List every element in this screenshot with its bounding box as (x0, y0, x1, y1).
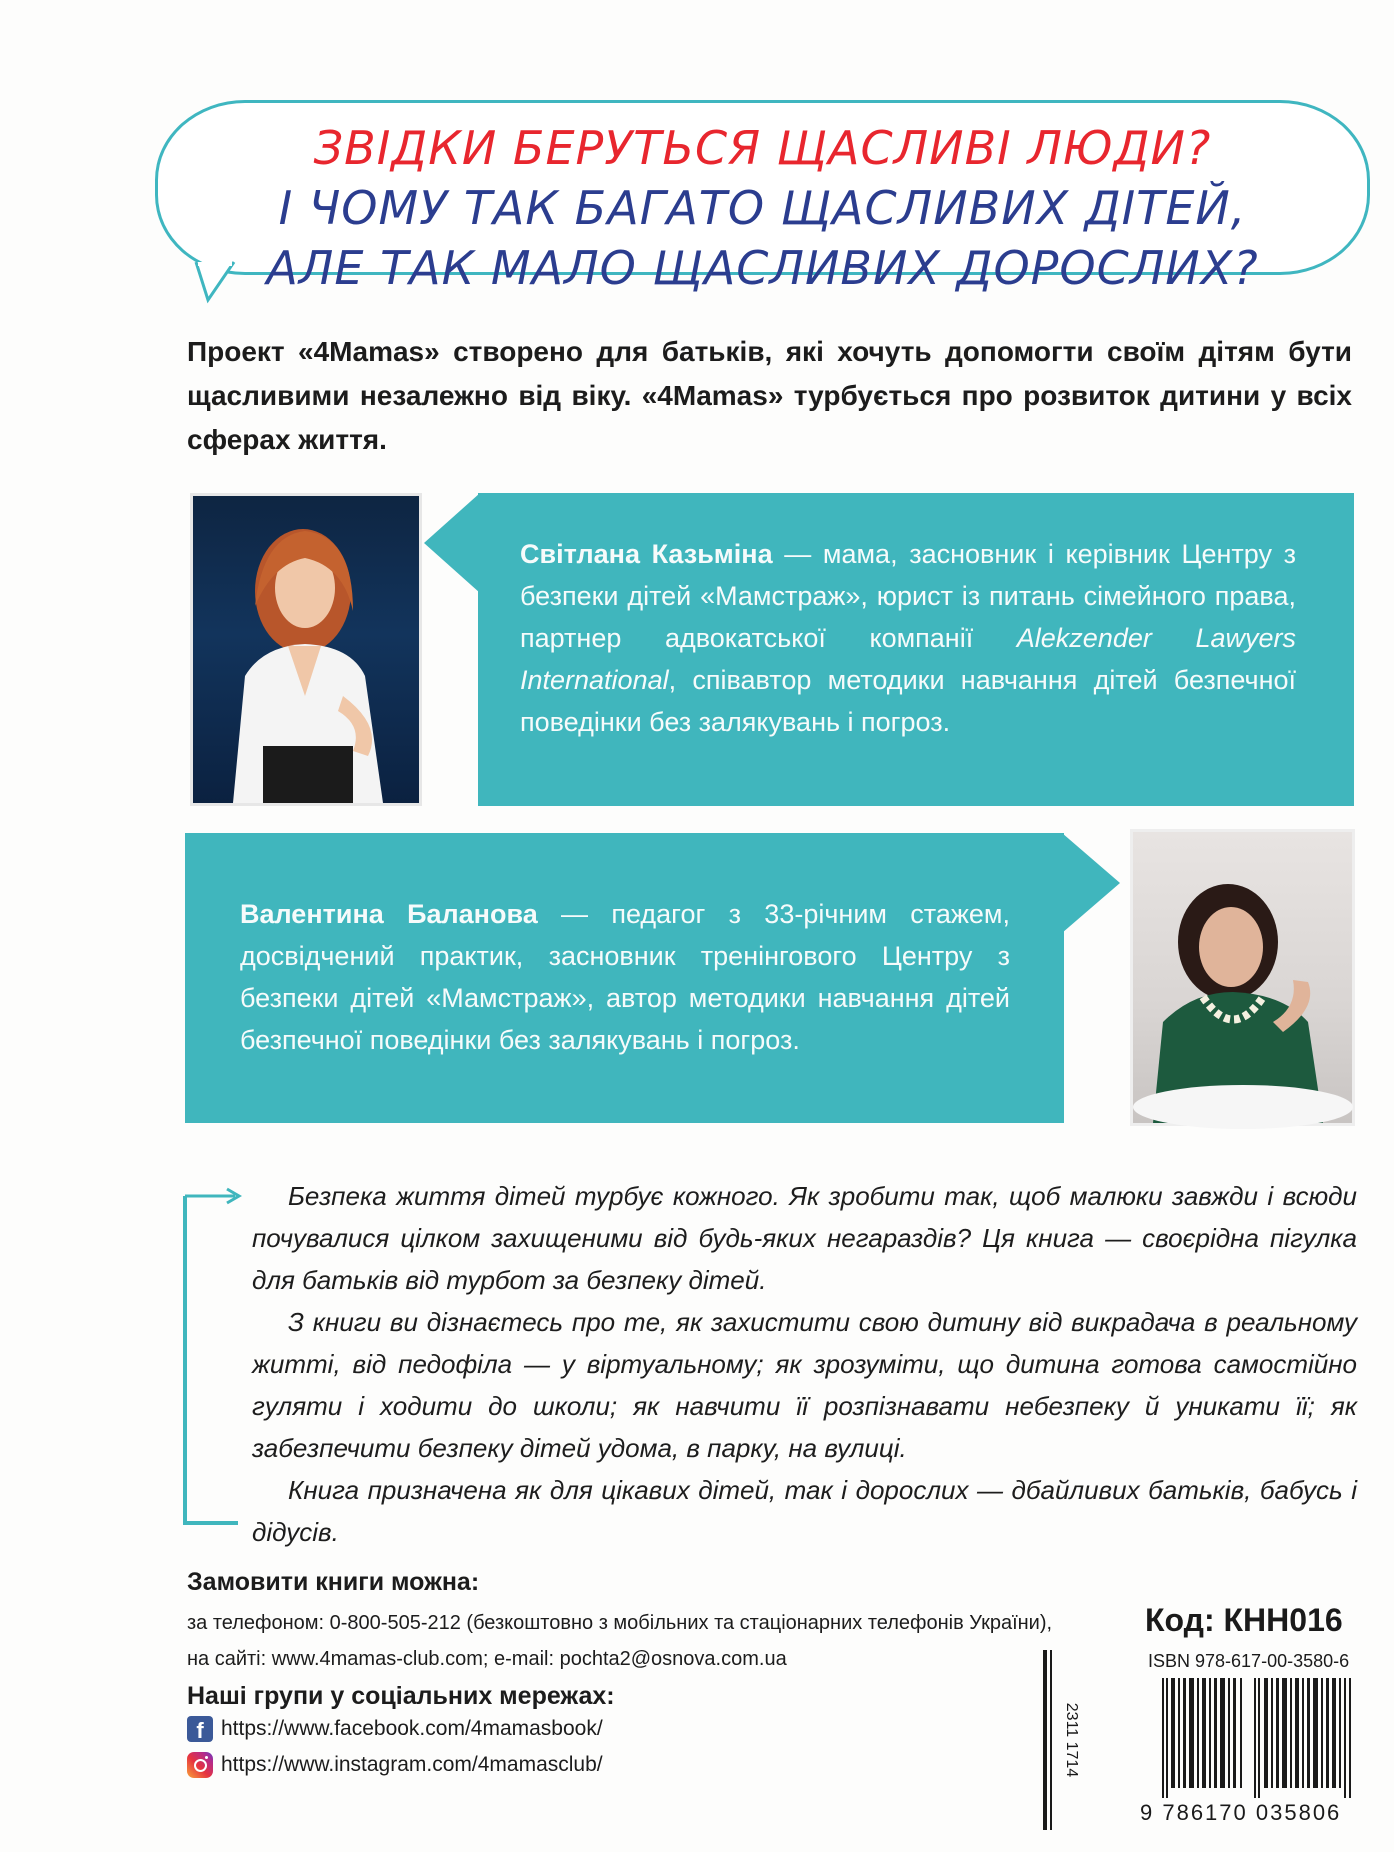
description-paragraph-2: З книги ви дізнаєтесь про те, як захистити свою дитину від викрадача в реальному житті, від педофіла — у віртуальному; як зрозуміти, що дитина готова самостійно гуляти і ходити до школи; як навчити її розпізнавати небезпеку й уникати її; як забезпечити безпеку дітей удома, в парку, на вулиці. (252, 1307, 1357, 1463)
headline-line-1: ЗВІДКИ БЕРУТЬСЯ ЩАСЛИВІ ЛЮДИ? (313, 121, 1212, 175)
order-web: на сайті: www.4mamas-club.com; e-mail: pochta2@osnova.com.ua (187, 1648, 787, 1670)
description-paragraph-1: Безпека життя дітей турбує кожного. Як зробити так, щоб малюки завжди і всюди почувалися цілком захищеними від будь-яких негараздів? Ця книга — своєрідна пігулка для батьків від турбот за безпеку дітей. (252, 1181, 1357, 1295)
author1-company: Alekzender Lawyers International (520, 623, 1296, 695)
product-code: Код: КНН016 (1145, 1602, 1343, 1638)
side-barcode (1043, 1650, 1080, 1830)
author1-name: Світлана Казьміна (520, 539, 773, 569)
headline-line-2: І ЧОМУ ТАК БАГАТО ЩАСЛИВИХ ДІТЕЙ, (278, 181, 1247, 235)
facebook-icon: f (187, 1716, 213, 1742)
side-digits: 2311 1714 (1063, 1702, 1080, 1778)
headline-line-3: АЛЕ ТАК МАЛО ЩАСЛИВИХ ДОРОСЛИХ? (266, 241, 1259, 295)
author1-photo (190, 493, 422, 806)
author1-portrait-illustration (193, 496, 419, 803)
description (252, 1175, 1357, 1553)
social-facebook-row[interactable] (187, 1716, 603, 1742)
facebook-link[interactable]: https://www.facebook.com/4mamasbook/ (221, 1717, 603, 1740)
author1-bio-text-a: — мама, засновник і керівник Центру з безпеки дітей «Мамстраж», юрист із питань сімейного права, партнер адвокатської компанії (520, 539, 1296, 653)
author1-bio-text-b: , співавтор методики навчання дітей безпечної поведінки без залякувань і погроз. (520, 665, 1296, 737)
author2-portrait-illustration (1133, 832, 1352, 1123)
intro-paragraph: Проект «4Mamas» створено для батьків, які хочуть допомогти своїм дітям бути щасливими незалежно від віку. «4Mamas» турбується про розвиток дитини у всіх сферах життя. (187, 336, 1352, 455)
headline (170, 118, 1355, 298)
instagram-link[interactable]: https://www.instagram.com/4mamasclub/ (221, 1753, 603, 1776)
order-title: Замовити книги можна: (187, 1568, 480, 1596)
author2-bio-text: — педагог з 33-річним стажем, досвідчений практик, засновник тренінгового Центру з безпеки дітей «Мамстраж», автор методики навчання дітей безпечної поведінки без залякувань і погроз. (240, 899, 1011, 1055)
author2-photo (1130, 829, 1355, 1126)
barcode (1162, 1678, 1354, 1798)
social-instagram-row[interactable] (187, 1752, 603, 1778)
instagram-icon (187, 1752, 213, 1778)
description-paragraph-3: Книга призначена як для цікавих дітей, так і дорослих — дбайливих батьків, бабусь і дідусів. (252, 1475, 1357, 1547)
social-title: Наші групи у соціальних мережах: (187, 1682, 615, 1710)
barcode-digits: 9 786170 035806 (1140, 1800, 1342, 1825)
author2-box-arrow (1062, 833, 1120, 933)
author2-name: Валентина Баланова (240, 899, 538, 929)
description-bracket (183, 1188, 243, 1525)
order-phone: за телефоном: 0-800-505-212 (безкоштовно з мобільних та стаціонарних телефонів України), (187, 1612, 1053, 1634)
author1-bio (520, 533, 1296, 743)
author2-bio (240, 893, 1010, 1061)
isbn: ISBN 978-617-00-3580-6 (1148, 1651, 1350, 1671)
author1-box-arrow (424, 493, 480, 593)
